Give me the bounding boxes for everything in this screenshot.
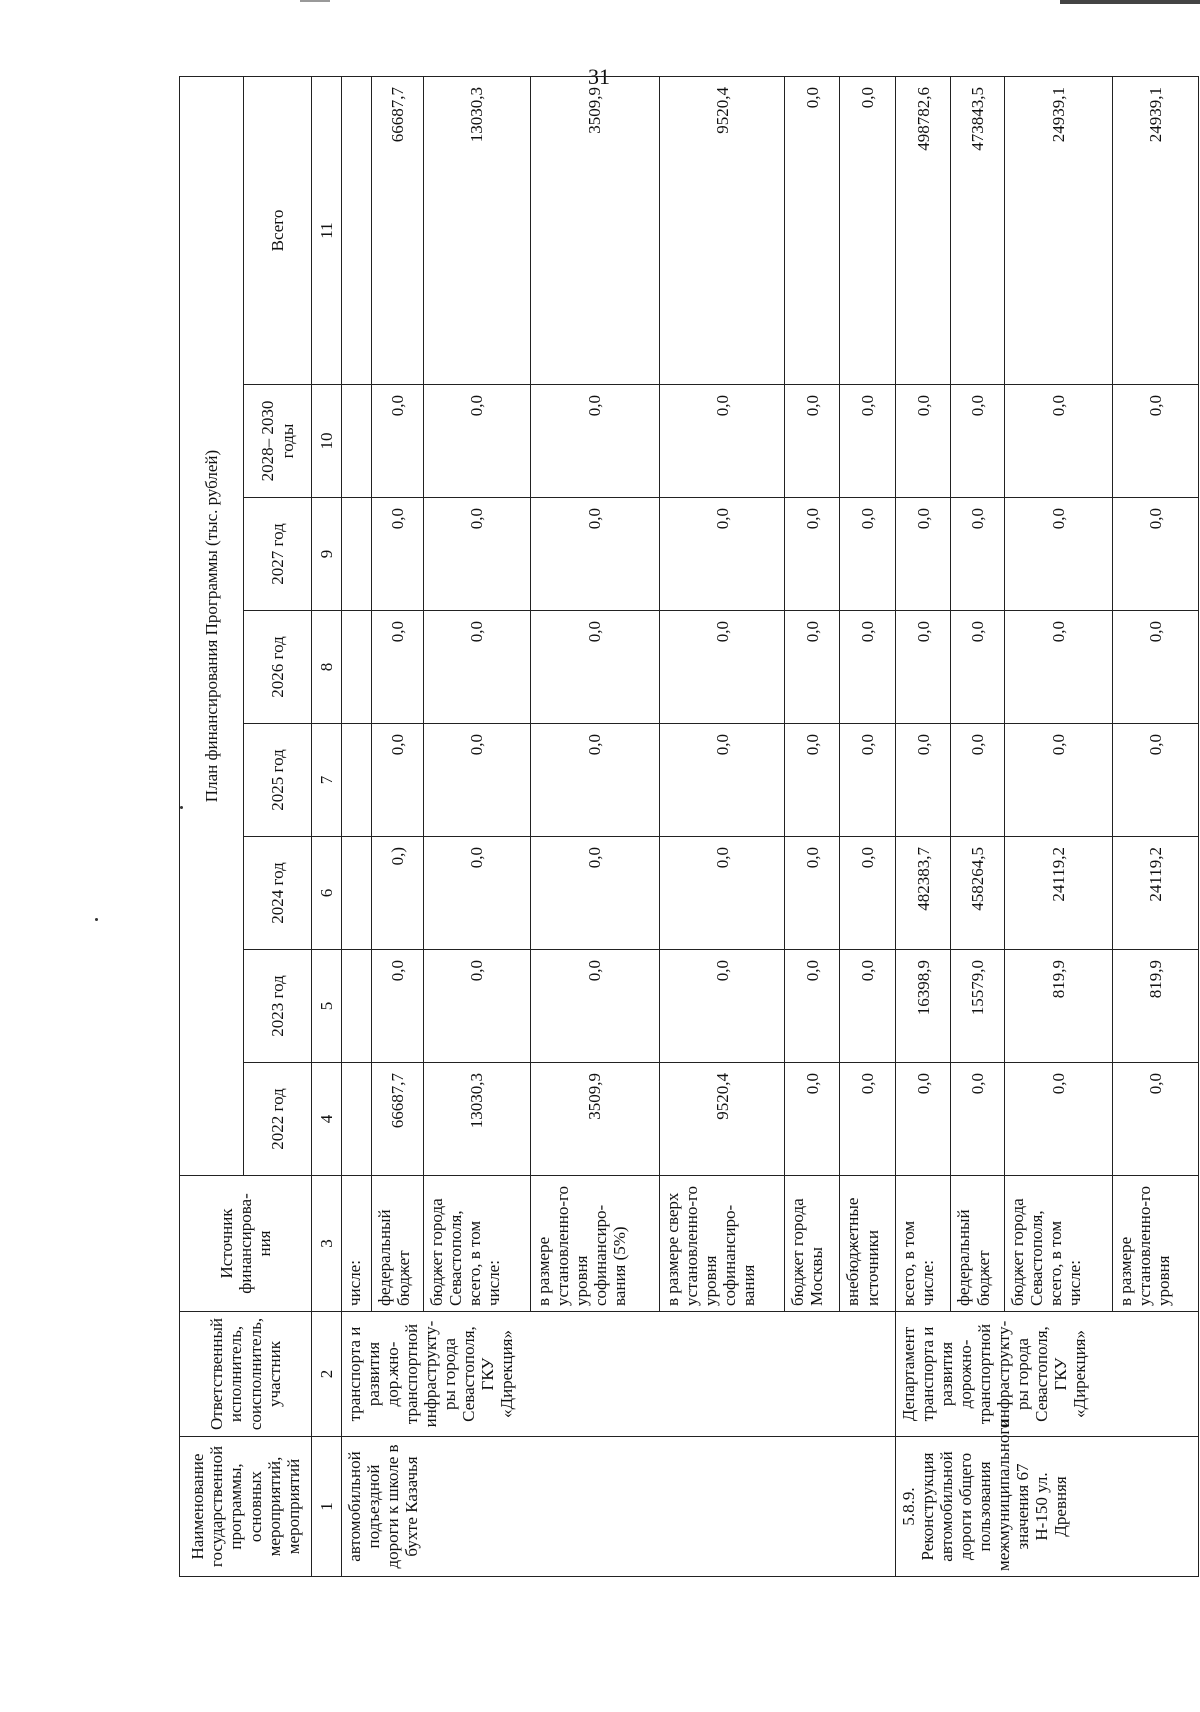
value-cell	[342, 611, 372, 724]
value-cell: 498782,6	[895, 77, 951, 385]
value-cell: 0,0	[784, 1063, 840, 1176]
value-cell: 24939,1	[1113, 77, 1199, 385]
value-cell: 0,0	[424, 611, 530, 724]
value-cell: 0,0	[530, 837, 660, 950]
value-cell: 0,0	[840, 1063, 896, 1176]
value-cell: 0,0	[424, 950, 530, 1063]
value-cell: 0,0	[840, 77, 896, 385]
value-cell: 0,0	[530, 498, 660, 611]
col-number: 3	[312, 1176, 342, 1312]
value-cell: 0,0	[372, 724, 424, 837]
value-cell: 13030,3	[424, 77, 530, 385]
funding-source: федеральный бюджет	[372, 1176, 424, 1312]
value-cell: 15579,0	[951, 950, 1004, 1063]
value-cell	[342, 498, 372, 611]
funding-source: всего, в том числе:	[895, 1176, 951, 1312]
value-cell: 0,0	[1004, 611, 1113, 724]
value-cell: 0,0	[895, 1063, 951, 1176]
value-cell: 0,0	[530, 724, 660, 837]
responsible-party: транспорта и развития дор.жно-транспортной инфраструкту-ры города Севастополя, ГКУ «Дирекция»	[342, 1312, 896, 1437]
value-cell: 0,0	[424, 498, 530, 611]
col-number: 8	[312, 611, 342, 724]
value-cell: 0,0	[1113, 385, 1199, 498]
value-cell: 819,9	[1113, 950, 1199, 1063]
value-cell: 0,0	[895, 724, 951, 837]
col-number: 7	[312, 724, 342, 837]
value-cell: 24119,2	[1113, 837, 1199, 950]
value-cell: 0,0	[1004, 724, 1113, 837]
col-number: 9	[312, 498, 342, 611]
value-cell	[342, 950, 372, 1063]
header-total: Всего	[244, 77, 312, 385]
value-cell: 0,0	[840, 611, 896, 724]
value-cell: 24939,1	[1004, 77, 1113, 385]
value-cell	[342, 77, 372, 385]
value-cell: 0,0	[372, 498, 424, 611]
value-cell: 0,0	[1004, 385, 1113, 498]
value-cell: 0,0	[951, 611, 1004, 724]
value-cell: 0,0	[1113, 1063, 1199, 1176]
header-name: Наименование государственной программы, основных мероприятий, мероприятий	[180, 1437, 312, 1577]
value-cell: 0,0	[784, 837, 840, 950]
value-cell: 0,0	[1004, 1063, 1113, 1176]
value-cell: 0,0	[895, 611, 951, 724]
value-cell: 0,0	[951, 1063, 1004, 1176]
responsible-party: Департамент транспорта и развития дорожно-транспортной инфраструкту-ры города Севастополя, ГКУ «Дирекция»	[895, 1312, 1198, 1437]
value-cell: 0,0	[784, 724, 840, 837]
header-source: Источник финансирова-ния	[180, 1176, 312, 1312]
header-year: 2024 год	[244, 837, 312, 950]
scan-edge-line	[1060, 0, 1200, 4]
value-cell: 0,0	[372, 611, 424, 724]
value-cell: 0,0	[372, 950, 424, 1063]
value-cell	[342, 724, 372, 837]
value-cell: 0,0	[840, 385, 896, 498]
scan-edge-line	[300, 0, 330, 2]
funding-source: внебюджетные источники	[840, 1176, 896, 1312]
value-cell: 0,)	[372, 837, 424, 950]
value-cell: 0,0	[660, 498, 785, 611]
value-cell: 0,0	[530, 950, 660, 1063]
value-cell: 0,0	[784, 498, 840, 611]
value-cell: 458264,5	[951, 837, 1004, 950]
value-cell: 0,0	[660, 385, 785, 498]
value-cell: 0,0	[951, 498, 1004, 611]
funding-source: в размере сверх установленно-го уровня софинансиро-вания	[660, 1176, 785, 1312]
header-responsible: Ответственный исполнитель, соисполнитель, участник	[180, 1312, 312, 1437]
value-cell: 0,0	[530, 611, 660, 724]
value-cell: 0,0	[895, 385, 951, 498]
funding-source: числе:	[342, 1176, 372, 1312]
header-year: 2022 год	[244, 1063, 312, 1176]
header-year: 2028– 2030 годы	[244, 385, 312, 498]
header-row-1	[180, 77, 244, 1577]
value-cell: 0,0	[660, 611, 785, 724]
value-cell: 473843,5	[951, 77, 1004, 385]
value-cell: 66687,7	[372, 77, 424, 385]
table-row	[895, 77, 951, 1577]
value-cell: 16398,9	[895, 950, 951, 1063]
value-cell: 0,0	[784, 950, 840, 1063]
funding-source: в размере установленно-го уровня	[1113, 1176, 1199, 1312]
value-cell	[342, 385, 372, 498]
financing-table	[179, 76, 1199, 1577]
value-cell: 0,0	[840, 498, 896, 611]
value-cell: 0,0	[372, 385, 424, 498]
col-number: 2	[312, 1312, 342, 1437]
value-cell: 0,0	[424, 385, 530, 498]
col-number: 6	[312, 837, 342, 950]
header-plan-title: План финансирования Программы (тыс. рублей)	[180, 77, 244, 1176]
funding-source: бюджет города Севастополя, всего, в том числе:	[1004, 1176, 1113, 1312]
value-cell: 0,0	[784, 77, 840, 385]
value-cell: 0,0	[840, 724, 896, 837]
value-cell	[342, 837, 372, 950]
funding-source: бюджет города Москвы	[784, 1176, 840, 1312]
value-cell: 0,0	[660, 950, 785, 1063]
measure-name: 5.8.9. Реконструкция автомобильной дороги общего пользования межмуниципального значения 67 Н-150 ул. Древняя	[895, 1437, 1198, 1577]
funding-source: бюджет города Севастополя, всего, в том числе:	[424, 1176, 530, 1312]
funding-source: в размере установленно-го уровня софинансиро-вания (5%)	[530, 1176, 660, 1312]
value-cell: 3509,9	[530, 1063, 660, 1176]
value-cell: 0,0	[840, 837, 896, 950]
col-number: 4	[312, 1063, 342, 1176]
measure-name: автомобильной подъездной дороги к школе в бухте Казачья	[342, 1437, 896, 1577]
header-year: 2023 год	[244, 950, 312, 1063]
column-number-row	[312, 77, 342, 1577]
value-cell: 0,0	[951, 724, 1004, 837]
value-cell: 0,0	[1113, 611, 1199, 724]
value-cell: 0,0	[660, 724, 785, 837]
value-cell: 66687,7	[372, 1063, 424, 1176]
col-number: 5	[312, 950, 342, 1063]
value-cell: 9520,4	[660, 1063, 785, 1176]
rotated-table-wrapper	[179, 77, 1199, 1577]
header-year: 2026 год	[244, 611, 312, 724]
value-cell: 0,0	[1004, 498, 1113, 611]
value-cell: 819,9	[1004, 950, 1113, 1063]
funding-source: федеральный бюджет	[951, 1176, 1004, 1312]
page-number: 31	[588, 64, 610, 89]
value-cell: 3509,9	[530, 77, 660, 385]
value-cell: 482383,7	[895, 837, 951, 950]
value-cell: 0,0	[660, 837, 785, 950]
value-cell: 0,0	[784, 611, 840, 724]
value-cell: 0,0	[951, 385, 1004, 498]
header-year: 2027 год	[244, 498, 312, 611]
value-cell: 24119,2	[1004, 837, 1113, 950]
table-row	[342, 77, 372, 1577]
value-cell: 9520,4	[660, 77, 785, 385]
value-cell: 13030,3	[424, 1063, 530, 1176]
col-number: 10	[312, 385, 342, 498]
value-cell: 0,0	[840, 950, 896, 1063]
col-number: 11	[312, 77, 342, 385]
scan-speck	[95, 918, 98, 921]
value-cell: 0,0	[424, 837, 530, 950]
value-cell	[342, 1063, 372, 1176]
header-year: 2025 год	[244, 724, 312, 837]
value-cell: 0,0	[895, 498, 951, 611]
value-cell: 0,0	[424, 724, 530, 837]
value-cell: 0,0	[1113, 724, 1199, 837]
value-cell: 0,0	[530, 385, 660, 498]
value-cell: 0,0	[1113, 498, 1199, 611]
col-number: 1	[312, 1437, 342, 1577]
value-cell: 0,0	[784, 385, 840, 498]
